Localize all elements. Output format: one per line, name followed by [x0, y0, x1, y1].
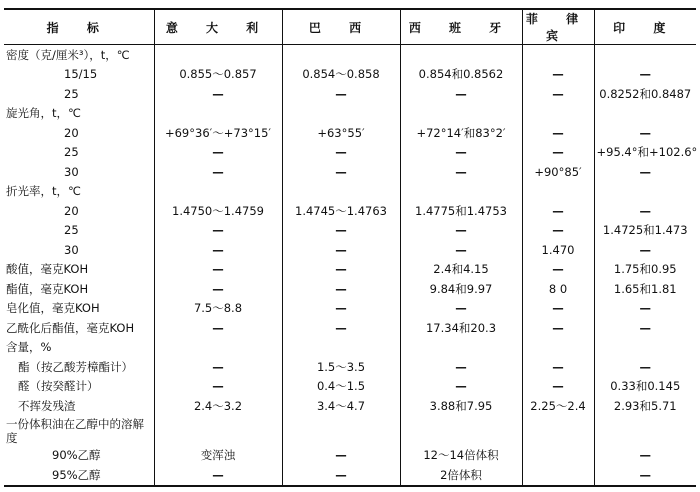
table-row [4, 162, 696, 182]
header-philippines: 菲 律 宾 [522, 9, 594, 45]
table-cell: +63°55′ [282, 123, 400, 143]
table-cell: 8 0 [522, 279, 594, 299]
row-label: 折光率，t，℃ [6, 184, 81, 199]
table-cell [282, 338, 400, 358]
table-cell: — [154, 377, 282, 397]
table-row [4, 318, 696, 338]
table-cell: +90°85′ [522, 162, 594, 182]
table-cell [522, 446, 594, 466]
header-italy: 意 大 利 [154, 9, 282, 45]
table-cell [522, 104, 594, 124]
table-cell: 0.855～0.857 [154, 65, 282, 85]
table-cell: — [154, 162, 282, 182]
table-body [4, 45, 696, 486]
table-cell [522, 416, 594, 446]
table-cell [594, 416, 696, 446]
table-cell: 2.93和5.71 [594, 396, 696, 416]
table-cell: 1.5～3.5 [282, 357, 400, 377]
table-cell: 7.5～8.8 [154, 299, 282, 319]
table-cell: — [594, 465, 696, 486]
table-row [4, 143, 696, 163]
table-cell: — [400, 357, 522, 377]
header-indicator: 指 标 [4, 9, 154, 45]
row-label: 乙酰化后酯值，毫克KOH [6, 320, 135, 335]
table-cell: — [282, 465, 400, 486]
table-cell: 3.4～4.7 [282, 396, 400, 416]
row-label: 酯值，毫克KOH [6, 281, 89, 296]
table-cell: — [154, 84, 282, 104]
table-row [4, 123, 696, 143]
table-cell: — [154, 318, 282, 338]
table-cell: 0.33和0.145 [594, 377, 696, 397]
table-cell: — [522, 65, 594, 85]
table-cell: — [282, 260, 400, 280]
table-cell: — [400, 221, 522, 241]
table-cell: — [282, 84, 400, 104]
table-cell: 2.25～2.4 [522, 396, 594, 416]
row-label: 30 [64, 164, 79, 179]
table-cell [400, 182, 522, 202]
row-label: 30 [64, 242, 79, 257]
table-cell: 1.4775和1.4753 [400, 201, 522, 221]
row-label: 密度（克/厘米³），t，℃ [6, 47, 130, 62]
table-cell: 12～14倍体积 [400, 446, 522, 466]
table-cell [282, 182, 400, 202]
table-cell: — [282, 446, 400, 466]
table-cell: — [594, 123, 696, 143]
row-label: 25 [64, 145, 79, 160]
table-cell: — [154, 279, 282, 299]
table-cell: 0.854～0.858 [282, 65, 400, 85]
table-cell: — [282, 279, 400, 299]
table-cell: — [154, 221, 282, 241]
row-label: 醛（按癸醛计） [18, 379, 99, 394]
row-label: 不挥发残渣 [18, 398, 76, 413]
table-cell: 1.65和1.81 [594, 279, 696, 299]
table-cell: — [594, 446, 696, 466]
table-cell [400, 338, 522, 358]
table-cell: — [154, 143, 282, 163]
table-cell: — [594, 318, 696, 338]
table-cell: — [594, 201, 696, 221]
table-cell [282, 45, 400, 65]
table-cell: — [594, 65, 696, 85]
table-cell: — [400, 377, 522, 397]
table-row [4, 260, 696, 280]
table-cell [400, 45, 522, 65]
table-cell [154, 104, 282, 124]
table-row [4, 221, 696, 241]
table-cell: — [522, 123, 594, 143]
table-cell: 2.4和4.15 [400, 260, 522, 280]
table-cell [154, 338, 282, 358]
table-cell: — [522, 221, 594, 241]
table-cell: — [522, 143, 594, 163]
table-cell: +95.4°和+102.6° [594, 143, 696, 163]
table-cell: — [282, 143, 400, 163]
table-cell: — [282, 299, 400, 319]
table-row [4, 338, 696, 358]
table-cell [282, 104, 400, 124]
row-label: 皂化值，毫克KOH [6, 301, 100, 316]
table-cell: 2.4～3.2 [154, 396, 282, 416]
table-row [4, 465, 696, 486]
table-cell: +69°36′～+73°15′ [154, 123, 282, 143]
table-cell [594, 45, 696, 65]
table-cell [282, 416, 400, 446]
row-label: 20 [64, 203, 79, 218]
table-cell [522, 338, 594, 358]
row-label: 含量，% [6, 340, 52, 355]
table-cell: — [522, 318, 594, 338]
table-cell: — [522, 377, 594, 397]
table-row [4, 45, 696, 65]
table-row [4, 299, 696, 319]
table-cell [594, 182, 696, 202]
table-cell [154, 45, 282, 65]
table-row [4, 357, 696, 377]
table-cell [154, 182, 282, 202]
table-cell: — [282, 240, 400, 260]
table-cell: 1.4745～1.4763 [282, 201, 400, 221]
table-cell: — [282, 162, 400, 182]
table-cell: 1.4750～1.4759 [154, 201, 282, 221]
table-row [4, 182, 696, 202]
table-cell: — [594, 357, 696, 377]
table-row [4, 201, 696, 221]
table-cell: — [594, 162, 696, 182]
table-row [4, 279, 696, 299]
table-cell: — [522, 260, 594, 280]
table-cell [522, 45, 594, 65]
table-cell: — [154, 240, 282, 260]
row-label: 酯（按乙酸芳樟酯计） [18, 359, 133, 374]
table-cell: — [522, 201, 594, 221]
table-row [4, 240, 696, 260]
table-cell [594, 104, 696, 124]
header-spain: 西 班 牙 [400, 9, 522, 45]
table-cell: — [594, 240, 696, 260]
table-cell: — [400, 162, 522, 182]
table-cell: 9.84和9.97 [400, 279, 522, 299]
table-cell [400, 416, 522, 446]
table-cell: 1.75和0.95 [594, 260, 696, 280]
row-label: 酸值，毫克KOH [6, 262, 89, 277]
table-cell: 1.4725和1.473 [594, 221, 696, 241]
table-cell: 变浑浊 [154, 446, 282, 466]
table-cell: +72°14′和83°2′ [400, 123, 522, 143]
table-cell: — [400, 299, 522, 319]
table-cell [154, 416, 282, 446]
header-row [4, 9, 696, 45]
table-row [4, 446, 696, 466]
table-cell: — [154, 357, 282, 377]
table-cell [594, 338, 696, 358]
table-cell: — [282, 318, 400, 338]
table-row [4, 84, 696, 104]
table-row [4, 65, 696, 85]
table-cell: — [522, 357, 594, 377]
table-cell: — [400, 240, 522, 260]
row-label: 95%乙醇 [52, 467, 101, 482]
table-cell: 0.854和0.8562 [400, 65, 522, 85]
row-label: 25 [64, 223, 79, 238]
table-cell [522, 182, 594, 202]
table-cell: — [522, 84, 594, 104]
table-cell: 3.88和7.95 [400, 396, 522, 416]
row-label: 一份体积油在乙醇中的溶解度 [6, 416, 144, 445]
row-label: 90%乙醇 [52, 448, 101, 463]
row-label: 旋光角，t，℃ [6, 106, 81, 121]
table-cell: — [522, 299, 594, 319]
table-row [4, 416, 696, 446]
table-cell [400, 104, 522, 124]
table-cell: 2倍体积 [400, 465, 522, 486]
table-cell: 0.8252和0.8487 [594, 84, 696, 104]
table-cell: 17.34和20.3 [400, 318, 522, 338]
table-cell: — [400, 143, 522, 163]
table-cell [522, 465, 594, 486]
row-label: 25 [64, 86, 79, 101]
table-cell: — [282, 221, 400, 241]
table-cell: — [154, 465, 282, 486]
properties-table [4, 8, 696, 487]
table-cell: 0.4～1.5 [282, 377, 400, 397]
table-cell: — [594, 299, 696, 319]
table-row [4, 104, 696, 124]
row-label: 15/15 [64, 67, 98, 82]
table-cell: — [154, 260, 282, 280]
header-brazil: 巴 西 [282, 9, 400, 45]
table-cell: 1.470 [522, 240, 594, 260]
header-india: 印 度 [594, 9, 696, 45]
table-row [4, 396, 696, 416]
row-label: 20 [64, 125, 79, 140]
table-cell: — [400, 84, 522, 104]
table-row [4, 377, 696, 397]
